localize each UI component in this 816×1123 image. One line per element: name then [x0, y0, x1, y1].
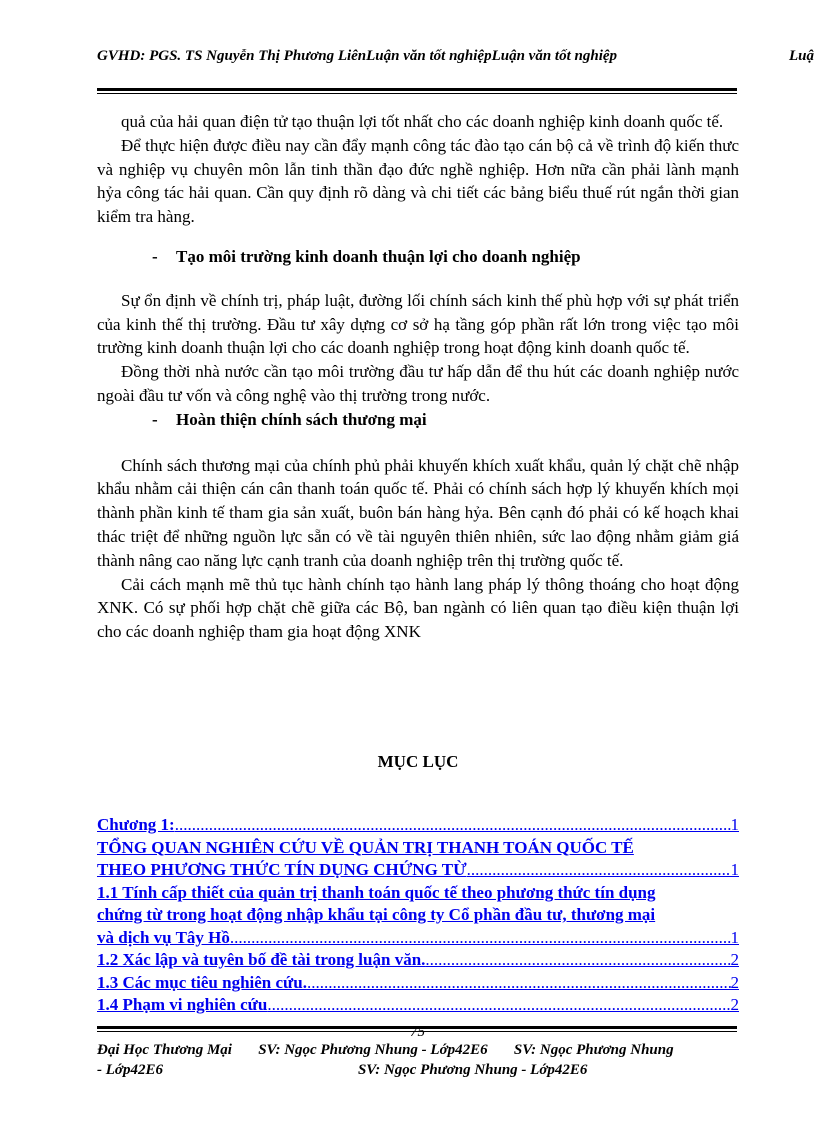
bullet-dash: - — [152, 409, 158, 429]
toc-entry-text[interactable]: 1.2 Xác lập và tuyên bố đề tài trong luận văn. — [97, 950, 426, 969]
header-rule-thin — [97, 93, 737, 94]
toc-entry-1-1-line2[interactable]: chứng từ trong hoạt động nhập khẩu tại công ty Cổ phần đầu tư, thương mại — [97, 905, 656, 924]
toc-entry-chapter-1[interactable] — [97, 814, 739, 837]
paragraph-2: Để thực hiện được điều nay cần đẩy mạnh công tác đào tạo cán bộ cả về trình độ kiến thưc và nghiệp vụ chuyên môn lẫn tinh thần đạo đức nghề nghiệp. Hơn nữa cần phải lành mạnh hỷa công tác hải quan. Cần quy định rõ dàng và chi tiết các bảng biểu thuế rút ngắn thời gian kiểm tra hàng. — [97, 135, 739, 227]
paragraph-4: Đồng thời nhà nước cần tạo môi trường đầu tư hấp dẫn để thu hút các doanh nghiệp nước ngoài đầu tư vốn và công nghệ vào thị trường trong nước. — [97, 362, 739, 405]
toc-entry-1-3[interactable] — [97, 972, 739, 995]
toc-entry-text[interactable]: 1.4 Phạm vi nghiên cứu — [97, 995, 268, 1014]
toc-entry-page[interactable]: 1 — [730, 927, 739, 947]
toc-entry-page[interactable]: 2 — [730, 950, 739, 969]
bullet-heading-2-text: Hoàn thiện chính sách thương mại — [176, 409, 427, 429]
page-footer — [97, 1040, 747, 1080]
page-number: 75 — [410, 1024, 425, 1040]
table-of-contents — [97, 814, 739, 1017]
toc-leader-dots — [425, 949, 730, 972]
toc-leader-dots — [175, 814, 731, 837]
paragraph-1: quả của hải quan điện tử tạo thuận lợi tốt nhất cho các doanh nghiệp kinh doanh quốc tế. — [121, 112, 724, 131]
toc-leader-dots — [267, 994, 730, 1017]
bullet-dash: - — [152, 246, 158, 266]
toc-entry-overview-line1[interactable]: TỔNG QUAN NGHIÊN CỨU VỀ QUẢN TRỊ THANH TOÁN QUỐC TẾ — [97, 837, 634, 857]
toc-entry-1-4[interactable] — [97, 994, 739, 1017]
toc-entry-page[interactable]: 1 — [730, 860, 739, 879]
toc-entry-page[interactable]: 2 — [730, 972, 739, 992]
toc-entry-page[interactable]: 2 — [730, 995, 739, 1014]
toc-title: MỤC LỤC — [377, 752, 459, 771]
body-text — [97, 110, 739, 644]
bullet-heading-1 — [97, 245, 739, 269]
toc-entry-1-1-line1[interactable]: 1.1 Tính cấp thiết của quản trị thanh toán quốc tế theo phương thức tín dụng — [97, 882, 656, 902]
footer-line-2: - Lớp42E6 SV: Ngọc Phương Nhung - Lớp42E6 — [97, 1062, 588, 1078]
toc-entry-text[interactable]: 1.3 Các mục tiêu nghiên cứu. — [97, 972, 307, 992]
toc-entry-1-1-line3[interactable] — [97, 927, 739, 950]
toc-leader-dots — [307, 972, 731, 995]
toc-entry-page[interactable]: 1 — [730, 815, 739, 834]
footer-line-1: Đại Học Thương Mại SV: Ngọc Phương Nhung - Lớp42E6 SV: Ngọc Phương Nhung — [97, 1042, 674, 1058]
toc-leader-dots — [467, 859, 731, 882]
toc-entry-1-2[interactable] — [97, 949, 739, 972]
header-right-text: Luậ — [789, 48, 815, 64]
header-rule-thick — [97, 88, 737, 91]
toc-entry-overview-line2[interactable] — [97, 859, 739, 882]
bullet-heading-2 — [97, 408, 739, 432]
paragraph-3: Sự ổn định về chính trị, pháp luật, đường lối chính sách kinh thế phù hợp với sự phát triển của kinh thế thị trường. Đầu tư xây dựng cơ sở hạ tầng góp phần rất lớn trong việc tạo môi trường kinh doanh thuận lợi cho các doanh nghiệp trong hoạt động kinh doanh quốc tế. — [97, 290, 739, 358]
paragraph-6: Cải cách mạnh mẽ thủ tục hành chính tạo hành lang pháp lý thông thoáng cho hoạt động XNK. Có sự phối hợp chặt chẽ giữa các Bộ, ban ngành có liên quan tạo điều kiện thuận lợi cho các doanh nghiệp tham gia hoạt động XNK — [97, 574, 739, 642]
toc-entry-text[interactable]: Chương 1: — [97, 815, 175, 834]
toc-entry-text[interactable]: THEO PHƯƠNG THỨC TÍN DỤNG CHỨNG TỪ — [97, 860, 467, 879]
toc-entry-text[interactable]: và dịch vụ Tây Hồ — [97, 927, 230, 947]
toc-leader-dots — [230, 927, 731, 950]
paragraph-5: Chính sách thương mại của chính phủ phải khuyến khích xuất khẩu, quản lý chặt chẽ nhập khẩu nhằm cải thiện cán cân thanh toán quốc tế. Phải có chính sách hợp lý khuyến khích mọi thành phần kinh tế tham gia sản xuất, buôn bán hàng hỷa. Bên cạnh đó phải có kế hoạch khai thác triệt để những nguồn lực sẵn có về tài nguyên thiên nhiên, sức lao động nhằm giảm giá thành nâng cao năng lực cạnh tranh của doanh nghiệp trên thị trường quốc tế. — [97, 455, 739, 570]
page-header — [97, 48, 816, 70]
bullet-heading-1-text: Tạo môi trường kinh doanh thuận lợi cho doanh nghiệp — [176, 246, 581, 266]
header-left-text: GVHD: PGS. TS Nguyễn Thị Phương LiênLuận văn tốt nghiệpLuận văn tốt nghiệp — [97, 48, 618, 64]
